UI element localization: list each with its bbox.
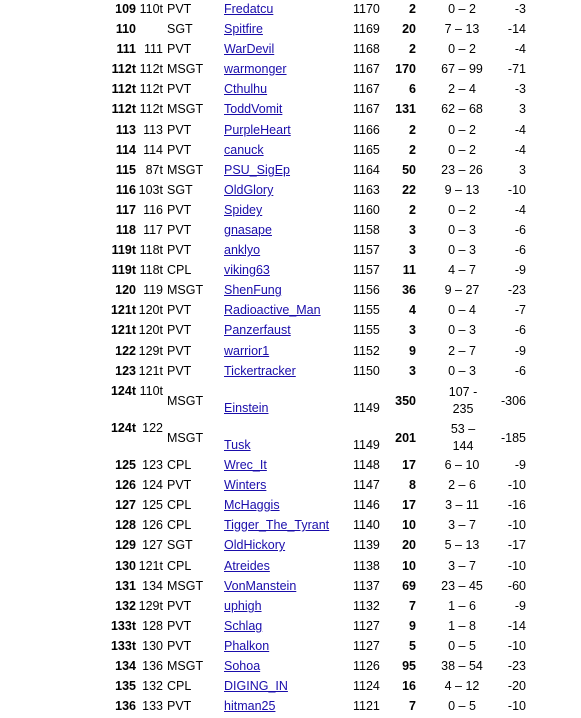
grade-cell: PVT [167, 82, 192, 96]
previous-rank-cell: 112t [139, 82, 163, 96]
player-name-link[interactable]: Phalkon [224, 639, 270, 653]
grade-cell: PVT [167, 143, 192, 157]
rank-cell: 114 [115, 143, 136, 157]
rating-change-cell: -306 [500, 394, 526, 408]
games-cell: 2 [409, 123, 416, 137]
rating-cell: 1166 [353, 123, 380, 137]
grade-cell: MSGT [167, 62, 204, 76]
previous-rank-cell: 121t [138, 559, 163, 573]
player-name-link[interactable]: viking63 [224, 263, 270, 277]
rating-cell: 1140 [353, 518, 380, 532]
rank-cell: 129 [115, 538, 136, 552]
record-cell: 6 – 10 [444, 458, 480, 472]
grade-cell: PVT [167, 123, 192, 137]
player-name-link[interactable]: Fredatcu [224, 2, 274, 16]
record-cell: 0 – 3 [448, 323, 476, 337]
games-cell: 3 [409, 223, 416, 237]
grade-cell: PVT [167, 364, 192, 378]
rating-cell: 1155 [353, 323, 380, 337]
rank-cell: 116 [115, 183, 136, 197]
rating-cell: 1127 [353, 619, 380, 633]
rating-change-cell: -4 [514, 42, 526, 56]
games-cell: 69 [402, 579, 416, 593]
previous-rank-cell: 122 [142, 421, 163, 435]
player-name-link[interactable]: uphigh [224, 599, 262, 613]
rank-cell: 121t [110, 323, 136, 337]
record-cell: 0 – 5 [448, 639, 476, 653]
rating-cell: 1165 [353, 143, 380, 157]
record-cell: 2 – 6 [448, 478, 476, 492]
rating-change-cell: -10 [507, 639, 526, 653]
previous-rank-cell: 117 [143, 223, 163, 237]
record-cell: 0 – 3 [448, 243, 476, 257]
rating-cell: 1132 [353, 599, 380, 613]
games-cell: 350 [395, 394, 416, 408]
previous-rank-cell: 127 [142, 538, 163, 552]
player-name-link[interactable]: OldGlory [224, 183, 274, 197]
record-cell: 0 – 3 [448, 364, 476, 378]
rating-cell: 1169 [353, 22, 380, 36]
record-cell: 62 – 68 [441, 102, 483, 116]
record-cell: 3 – 7 [448, 518, 476, 532]
rating-cell: 1137 [353, 579, 380, 593]
previous-rank-cell: 125 [142, 498, 163, 512]
games-cell: 9 [409, 619, 416, 633]
games-cell: 2 [409, 2, 416, 16]
grade-cell: MSGT [167, 283, 204, 297]
previous-rank-cell: 113 [143, 123, 163, 137]
grade-cell: SGT [167, 538, 193, 552]
rank-cell: 130 [115, 559, 136, 573]
rating-change-cell: -9 [514, 263, 526, 277]
player-name-link[interactable]: canuck [224, 143, 264, 157]
rating-change-cell: -10 [507, 183, 526, 197]
rank-cell: 131 [115, 579, 136, 593]
grade-cell: MSGT [167, 394, 204, 408]
player-name-link[interactable]: OldHickory [224, 538, 286, 552]
rank-cell: 121t [110, 303, 136, 317]
record-cell: 0 – 2 [448, 143, 476, 157]
rating-change-cell: -6 [514, 323, 526, 337]
previous-rank-cell: 119 [143, 283, 163, 297]
rating-change-cell: -7 [514, 303, 526, 317]
rating-cell: 1167 [353, 62, 380, 76]
previous-rank-cell: 111 [143, 42, 163, 56]
rating-change-cell: -16 [507, 498, 526, 512]
games-cell: 131 [395, 102, 416, 116]
player-name-link[interactable]: anklyo [224, 243, 261, 257]
previous-rank-cell: 120t [138, 303, 163, 317]
previous-rank-cell: 114 [143, 143, 163, 157]
previous-rank-cell: 110t [139, 2, 163, 16]
rating-change-cell: -185 [500, 431, 526, 445]
rating-change-cell: -4 [514, 143, 526, 157]
record-cell: 67 – 99 [441, 62, 483, 76]
games-cell: 7 [409, 699, 416, 713]
grade-cell: MSGT [167, 102, 204, 116]
record-cell: 9 – 13 [444, 183, 480, 197]
player-name-link[interactable]: Wrec_It [224, 458, 267, 472]
record-cell: 5 – 13 [444, 538, 480, 552]
rating-cell: 1164 [353, 163, 380, 177]
games-cell: 2 [409, 203, 416, 217]
rating-cell: 1170 [353, 2, 380, 16]
grade-cell: PVT [167, 639, 192, 653]
games-cell: 2 [409, 42, 416, 56]
rating-change-cell: -17 [507, 538, 526, 552]
rank-cell: 123 [115, 364, 136, 378]
player-name-link[interactable]: Sohoa [224, 659, 261, 673]
player-name-link[interactable]: Tickertracker [224, 364, 296, 378]
previous-rank-cell: 136 [142, 659, 163, 673]
previous-rank-cell: 120t [138, 323, 163, 337]
grade-cell: MSGT [167, 431, 204, 445]
games-cell: 36 [402, 283, 416, 297]
record-cell: 23 – 45 [441, 579, 483, 593]
grade-cell: CPL [167, 458, 192, 472]
rating-change-cell: -9 [514, 599, 526, 613]
rating-cell: 1138 [353, 559, 380, 573]
rating-change-cell: 3 [519, 163, 526, 177]
grade-cell: PVT [167, 599, 192, 613]
games-cell: 3 [409, 364, 416, 378]
previous-rank-cell: 118t [139, 243, 163, 257]
grade-cell: CPL [167, 679, 192, 693]
grade-cell: SGT [167, 183, 193, 197]
previous-rank-cell: 128 [142, 619, 163, 633]
player-name-link[interactable]: Radioactive_Man [224, 303, 321, 317]
grade-cell: PVT [167, 223, 192, 237]
rating-cell: 1167 [353, 82, 380, 96]
grade-cell: PVT [167, 42, 192, 56]
rating-cell: 1155 [353, 303, 380, 317]
grade-cell: PVT [167, 243, 192, 257]
player-name-link[interactable]: WarDevil [224, 42, 275, 56]
previous-rank-cell: 87t [145, 163, 163, 177]
rating-cell: 1121 [353, 699, 380, 713]
rank-cell: 132 [115, 599, 136, 613]
record-cell: 0 – 2 [448, 123, 476, 137]
player-name-link[interactable]: hitman25 [224, 699, 276, 713]
previous-rank-cell: 118t [139, 263, 163, 277]
rank-cell: 124t [110, 384, 136, 398]
record-cell: 4 – 7 [448, 263, 476, 277]
rating-change-cell: -9 [514, 458, 526, 472]
rating-change-cell: -6 [514, 243, 526, 257]
grade-cell: CPL [167, 518, 192, 532]
player-name-link[interactable]: Cthulhu [224, 82, 268, 96]
record-cell: 1 – 8 [448, 619, 476, 633]
games-cell: 7 [409, 599, 416, 613]
rating-cell: 1147 [353, 478, 380, 492]
grade-cell: MSGT [167, 163, 204, 177]
record-cell: 2 – 7 [448, 344, 476, 358]
rank-cell: 133t [110, 639, 136, 653]
rank-cell: 120 [115, 283, 136, 297]
rank-cell: 118 [115, 223, 136, 237]
games-cell: 4 [409, 303, 416, 317]
rank-cell: 110 [115, 22, 136, 36]
record-cell: 0 – 2 [448, 203, 476, 217]
record-cell: 3 – 7 [448, 559, 476, 573]
games-cell: 95 [402, 659, 416, 673]
record-cell: 2 – 4 [448, 82, 476, 96]
rank-cell: 126 [115, 478, 136, 492]
previous-rank-cell: 132 [142, 679, 163, 693]
player-name-link[interactable]: VonManstein [224, 579, 297, 593]
grade-cell: PVT [167, 478, 192, 492]
rating-cell: 1157 [353, 263, 380, 277]
previous-rank-cell: 123 [142, 458, 163, 472]
player-name-link[interactable]: Tusk [224, 438, 251, 452]
games-cell: 3 [409, 323, 416, 337]
record-cell: 38 – 54 [441, 659, 483, 673]
rating-change-cell: -6 [514, 364, 526, 378]
rating-change-cell: -20 [507, 679, 526, 693]
games-cell: 6 [409, 82, 416, 96]
games-cell: 3 [409, 243, 416, 257]
previous-rank-cell: 129t [138, 599, 163, 613]
games-cell: 17 [402, 498, 416, 512]
rating-cell: 1160 [353, 203, 380, 217]
rating-change-cell: -3 [514, 2, 526, 16]
rating-cell: 1149 [353, 438, 380, 452]
rating-change-cell: -14 [507, 619, 526, 633]
games-cell: 17 [402, 458, 416, 472]
rank-cell: 113 [115, 123, 136, 137]
grade-cell: PVT [167, 203, 192, 217]
player-name-link[interactable]: Spidey [224, 203, 263, 217]
rating-change-cell: -14 [507, 22, 526, 36]
previous-rank-cell: 110t [139, 384, 163, 398]
rating-change-cell: -4 [514, 123, 526, 137]
player-name-link[interactable]: Winters [224, 478, 267, 492]
rating-change-cell: -9 [514, 344, 526, 358]
games-cell: 9 [409, 344, 416, 358]
rating-cell: 1149 [353, 401, 380, 415]
rating-change-cell: -6 [514, 223, 526, 237]
rank-cell: 124t [110, 421, 136, 435]
rating-change-cell: -10 [507, 559, 526, 573]
rating-change-cell: -23 [507, 659, 526, 673]
games-cell: 8 [409, 478, 416, 492]
record-cell: 107 - 235 [448, 385, 478, 416]
player-name-link[interactable]: warmonger [224, 62, 287, 76]
rank-cell: 127 [115, 498, 136, 512]
rating-cell: 1126 [353, 659, 380, 673]
games-cell: 20 [402, 22, 416, 36]
player-name-link[interactable]: gnasape [224, 223, 272, 237]
rank-cell: 117 [115, 203, 136, 217]
player-name-link[interactable]: PurpleHeart [224, 123, 291, 137]
player-name-link[interactable]: Panzerfaust [224, 323, 291, 337]
games-cell: 201 [395, 431, 416, 445]
record-cell: 0 – 3 [448, 223, 476, 237]
previous-rank-cell: 134 [142, 579, 163, 593]
player-name-link[interactable]: Schlag [224, 619, 263, 633]
grade-cell: MSGT [167, 659, 204, 673]
player-name-link[interactable]: warrior1 [224, 344, 270, 358]
previous-rank-cell: 116 [143, 203, 163, 217]
rating-cell: 1139 [353, 538, 380, 552]
rating-cell: 1158 [353, 223, 380, 237]
player-name-link[interactable]: PSU_SigEp [224, 163, 291, 177]
player-name-link[interactable]: Tigger_The_Tyrant [224, 518, 330, 532]
games-cell: 50 [402, 163, 416, 177]
rating-cell: 1163 [353, 183, 380, 197]
games-cell: 20 [402, 538, 416, 552]
previous-rank-cell: 130 [142, 639, 163, 653]
rank-cell: 115 [115, 163, 136, 177]
rank-cell: 119t [111, 263, 136, 277]
rank-cell: 128 [115, 518, 136, 532]
rating-cell: 1148 [353, 458, 380, 472]
player-name-link[interactable]: Spitfire [224, 22, 263, 36]
rating-cell: 1152 [353, 344, 380, 358]
player-name-link[interactable]: ToddVomit [224, 102, 283, 116]
record-cell: 53 – 144 [450, 422, 476, 453]
games-cell: 16 [402, 679, 416, 693]
record-cell: 0 – 4 [448, 303, 476, 317]
grade-cell: CPL [167, 498, 192, 512]
rating-cell: 1156 [353, 283, 380, 297]
rank-cell: 112t [111, 102, 136, 116]
rating-change-cell: -4 [514, 203, 526, 217]
previous-rank-cell: 121t [138, 364, 163, 378]
record-cell: 0 – 2 [448, 2, 476, 16]
rank-cell: 136 [115, 699, 136, 713]
grade-cell: PVT [167, 619, 192, 633]
rank-cell: 111 [116, 42, 136, 56]
rank-cell: 119t [111, 243, 136, 257]
record-cell: 4 – 12 [444, 679, 480, 693]
player-name-link[interactable]: Einstein [224, 401, 269, 415]
grade-cell: PVT [167, 303, 192, 317]
player-name-link[interactable]: McHaggis [224, 498, 280, 512]
grade-cell: PVT [167, 699, 192, 713]
games-cell: 10 [402, 518, 416, 532]
games-cell: 11 [402, 263, 416, 277]
grade-cell: PVT [167, 2, 192, 16]
rating-cell: 1168 [353, 42, 380, 56]
rating-change-cell: -10 [507, 518, 526, 532]
rank-cell: 125 [115, 458, 136, 472]
rating-change-cell: 3 [519, 102, 526, 116]
rating-cell: 1150 [353, 364, 380, 378]
previous-rank-cell: 129t [138, 344, 163, 358]
games-cell: 2 [409, 143, 416, 157]
rating-cell: 1146 [353, 498, 380, 512]
rank-cell: 133t [110, 619, 136, 633]
games-cell: 10 [402, 559, 416, 573]
record-cell: 23 – 26 [441, 163, 483, 177]
rank-cell: 135 [115, 679, 136, 693]
record-cell: 0 – 5 [448, 699, 476, 713]
rating-cell: 1127 [353, 639, 380, 653]
grade-cell: PVT [167, 323, 192, 337]
grade-cell: PVT [167, 344, 192, 358]
previous-rank-cell: 126 [142, 518, 163, 532]
games-cell: 5 [409, 639, 416, 653]
previous-rank-cell: 124 [142, 478, 163, 492]
games-cell: 22 [402, 183, 416, 197]
record-cell: 0 – 2 [448, 42, 476, 56]
previous-rank-cell: 133 [142, 699, 163, 713]
player-name-link[interactable]: Atreides [224, 559, 270, 573]
rank-cell: 134 [115, 659, 136, 673]
rating-change-cell: -71 [507, 62, 526, 76]
rank-cell: 112t [111, 62, 136, 76]
player-name-link[interactable]: DIGING_IN [224, 679, 288, 693]
record-cell: 9 – 27 [444, 283, 480, 297]
rating-cell: 1167 [353, 102, 380, 116]
rating-change-cell: -23 [507, 283, 526, 297]
rank-cell: 109 [115, 2, 136, 16]
grade-cell: CPL [167, 263, 192, 277]
rank-cell: 112t [111, 82, 136, 96]
previous-rank-cell: 103t [138, 183, 163, 197]
grade-cell: SGT [167, 22, 193, 36]
record-cell: 7 – 13 [444, 22, 480, 36]
grade-cell: MSGT [167, 579, 204, 593]
grade-cell: CPL [167, 559, 192, 573]
previous-rank-cell: 112t [139, 62, 163, 76]
games-cell: 170 [395, 62, 416, 76]
previous-rank-cell: 112t [139, 102, 163, 116]
rating-change-cell: -3 [514, 82, 526, 96]
rating-cell: 1124 [353, 679, 380, 693]
rank-cell: 122 [115, 344, 136, 358]
rating-change-cell: -10 [507, 478, 526, 492]
record-cell: 1 – 6 [448, 599, 476, 613]
rating-change-cell: -60 [507, 579, 526, 593]
player-name-link[interactable]: ShenFung [224, 283, 282, 297]
rating-change-cell: -10 [507, 699, 526, 713]
record-cell: 3 – 11 [445, 498, 479, 512]
rating-cell: 1157 [353, 243, 380, 257]
